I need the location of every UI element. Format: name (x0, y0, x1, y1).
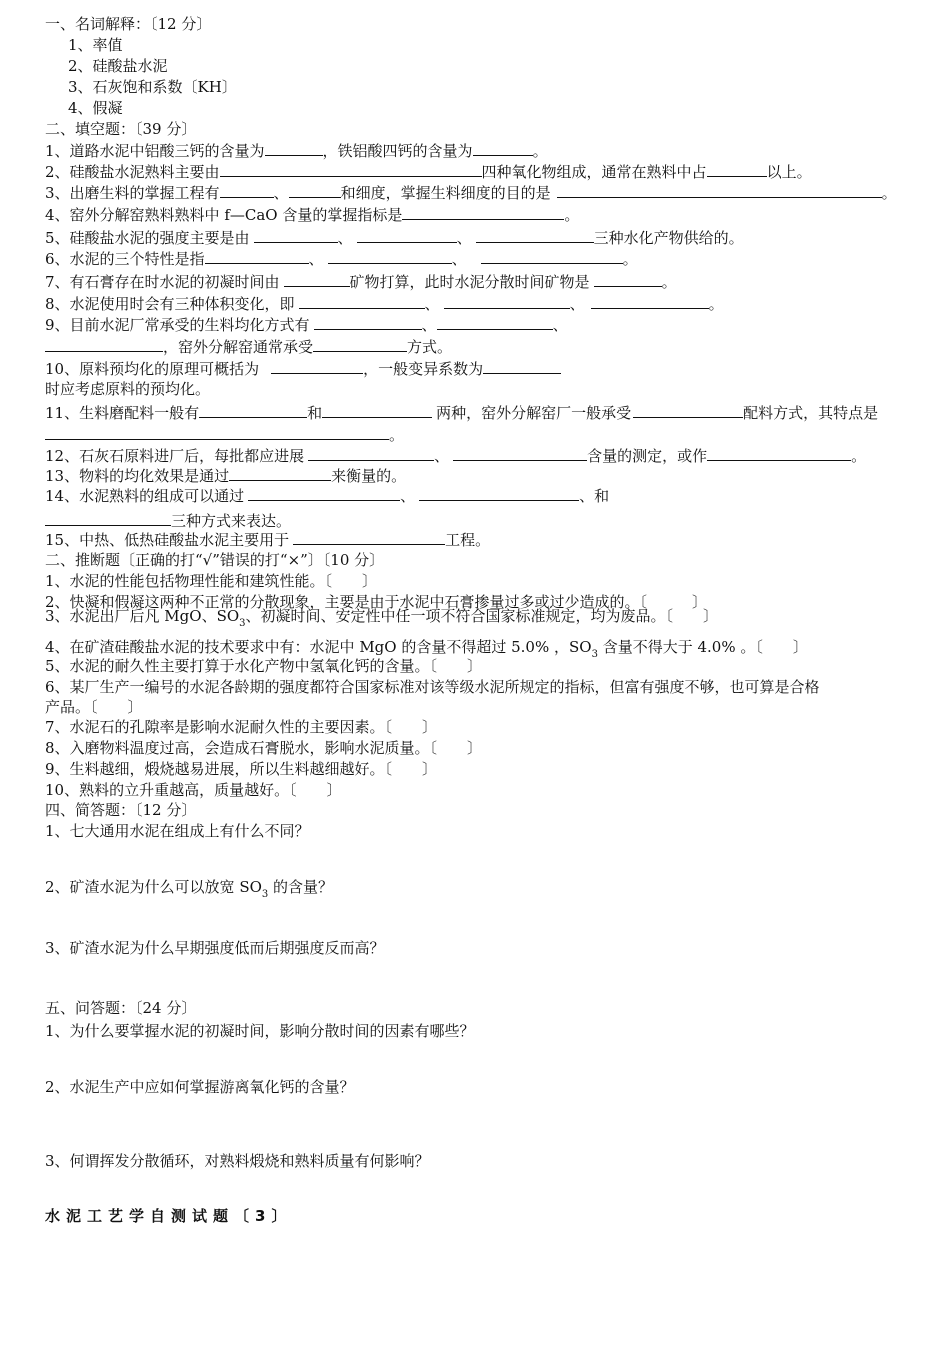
answer-blank[interactable] (293, 529, 445, 545)
answer-blank[interactable] (45, 424, 389, 440)
answer-blank[interactable] (476, 227, 594, 243)
judge-item: 7、水泥石的孔隙率是影响水泥耐久性的主要因素。〔 〕 (45, 718, 438, 736)
answer-blank[interactable] (205, 248, 309, 264)
section5-heading: 五、问答题：〔24 分〕 (45, 999, 197, 1017)
judge-item: 6、某厂生产一编号的水泥各龄期的强度都符合国家标准对该等级水泥所规定的指标，但富有强度不够，也可算是合格 (45, 678, 820, 696)
fill-question-3: 3、出磨生料的掌握工程有 、 和细度，掌握生料细度的目的是 。 (45, 184, 897, 202)
answer-blank[interactable] (248, 485, 400, 501)
term-item: 3、石灰饱和系数〔KH〕 (68, 78, 237, 96)
judge-item-cont: 产品。〔 〕 (45, 698, 143, 716)
answer-blank[interactable] (299, 293, 425, 309)
judge-item: 10、熟料的立升重越高，质量越好。〔 〕 (45, 781, 342, 799)
answer-blank[interactable] (591, 293, 709, 309)
answer-blank[interactable] (594, 271, 662, 287)
answer-blank[interactable] (633, 402, 743, 418)
answer-blank[interactable] (271, 358, 363, 374)
fill-question-5: 5、硅酸盐水泥的强度主要是由 、 、 三种水化产物供给的。 (45, 229, 744, 247)
judge-item: 4、在矿渣硅酸盐水泥的技术要求中有：水泥中 MgO 的含量不得超过 5.0% ，$SO_3$ 含量不得大于 4.0% 。〔 〕 (45, 638, 808, 660)
answer-blank[interactable] (419, 485, 579, 501)
section1-heading: 一、名词解释：〔12 分〕 (45, 15, 212, 33)
fill-question-11-cont: 。 (45, 424, 404, 444)
answer-blank[interactable] (229, 465, 331, 481)
answer-blank[interactable] (481, 248, 623, 264)
answer-blank[interactable] (444, 293, 570, 309)
judge-item: 3、水泥出厂后凡 MgO、$SO_3$、初凝时间、安定性中任一项不符合国家标准规定，均为废品。〔 〕 (45, 607, 719, 629)
term-item: 4、假凝 (68, 99, 123, 117)
answer-blank[interactable] (483, 358, 561, 374)
essay-item: 2、水泥生产中应如何掌握游离氧化钙的含量？ (45, 1078, 355, 1096)
answer-blank[interactable] (308, 445, 434, 461)
answer-blank[interactable] (357, 227, 457, 243)
fill-question-15: 15、中热、低热硅酸盐水泥主要用于 工程。 (45, 531, 491, 549)
judge-item: 1、水泥的性能包括物理性能和建筑性能。〔 〕 (45, 572, 378, 590)
answer-blank[interactable] (473, 140, 533, 156)
answer-blank[interactable] (220, 182, 274, 198)
answer-blank[interactable] (437, 314, 553, 330)
answer-blank[interactable] (220, 161, 482, 177)
answer-blank[interactable] (314, 314, 422, 330)
section3-heading: 二、推断题〔正确的打“√”错误的打“×”〕〔10 分〕 (45, 551, 385, 569)
fill-question-11: 11、生料磨配料一般有 和 两种，窑外分解窑厂一般承受 配料方式，其特点是 (45, 404, 879, 422)
short-answer-item: 3、矿渣水泥为什么早期强度低而后期强度反而高？ (45, 939, 385, 957)
next-test-title: 水泥工艺学自测试题〔3〕 (45, 1207, 293, 1225)
answer-blank[interactable] (453, 445, 587, 461)
fill-question-13: 13、物料的均化效果是通过 来衡量的。 (45, 467, 407, 485)
answer-blank[interactable] (289, 182, 341, 198)
fill-question-6: 6、水泥的三个特性是指 、 、 。 (45, 250, 638, 268)
short-answer-item: 1、七大通用水泥在组成上有什么不同？ (45, 822, 310, 840)
fill-question-7: 7、有石膏存在时水泥的初凝时间由 矿物打算，此时水泥分散时间矿物是 。 (45, 273, 677, 291)
fill-question-9-cont: ，窑外分解窑通常承受 方式。 (45, 336, 452, 356)
essay-item: 1、为什么要掌握水泥的初凝时间，影响分散时间的因素有哪些？ (45, 1022, 475, 1040)
answer-blank[interactable] (284, 271, 350, 287)
judge-item: 5、水泥的耐久性主要打算于水化产物中氢氧化钙的含量。〔 〕 (45, 657, 483, 675)
term-item: 1、率值 (68, 36, 123, 54)
term-item: 2、硅酸盐水泥 (68, 57, 168, 75)
answer-blank[interactable] (254, 227, 338, 243)
fill-question-12: 12、石灰石原料进厂后，每批都应进展 、 含量的测定，或作 。 (45, 447, 867, 465)
judge-item: 2、快凝和假凝这两种不正常的分散现象，主要是由于水泥中石膏掺量过多或过少造成的。〔 〕 (45, 593, 708, 611)
fill-question-10: 10、原料预均化的原理可概括为 ，一般变异系数为 (45, 358, 561, 378)
fill-question-14: 14、水泥熟料的组成可以通过 、 、和 (45, 487, 610, 505)
section4-heading: 四、简答题：〔12 分〕 (45, 801, 197, 819)
essay-item: 3、何谓挥发分散循环，对熟料煅烧和熟料质量有何影响？ (45, 1152, 430, 1170)
answer-blank[interactable] (265, 140, 323, 156)
fill-question-14-cont: 三种方式来表达。 (45, 510, 291, 530)
judge-item: 8、入磨物料温度过高，会造成石膏脱水，影响水泥质量。〔 〕 (45, 739, 483, 757)
fill-question-4: 4、窑外分解窑熟料熟料中 f—CaO 含量的掌握指标是 。 (45, 206, 580, 224)
answer-blank[interactable] (45, 510, 171, 526)
section2-heading: 二、填空题：〔39 分〕 (45, 120, 197, 138)
fill-question-8: 8、水泥使用时会有三种体积变化，即 、 、 。 (45, 295, 724, 313)
judge-item: 9、生料越细，煅烧越易进展，所以生料越细越好。〔 〕 (45, 760, 438, 778)
answer-blank[interactable] (557, 182, 882, 198)
answer-blank[interactable] (328, 248, 452, 264)
fill-question-10-cont: 时应考虑原料的预均化。 (45, 380, 211, 398)
fill-question-9: 9、目前水泥厂常承受的生料均化方式有 、 、 (45, 316, 568, 334)
answer-blank[interactable] (707, 161, 767, 177)
answer-blank[interactable] (322, 402, 432, 418)
answer-blank[interactable] (199, 402, 307, 418)
fill-question-1: 1、道路水泥中铝酸三钙的含量为 ，铁铝酸四钙的含量为 。 (45, 142, 548, 160)
answer-blank[interactable] (313, 336, 407, 352)
answer-blank[interactable] (402, 204, 564, 220)
short-answer-item: 2、矿渣水泥为什么可以放宽 $SO_3$ 的含量？ (45, 878, 334, 900)
answer-blank[interactable] (707, 445, 851, 461)
fill-question-2: 2、硅酸盐水泥熟料主要由 四种氧化物组成，通常在熟料中占 以上。 (45, 163, 812, 181)
answer-blank[interactable] (45, 336, 163, 352)
